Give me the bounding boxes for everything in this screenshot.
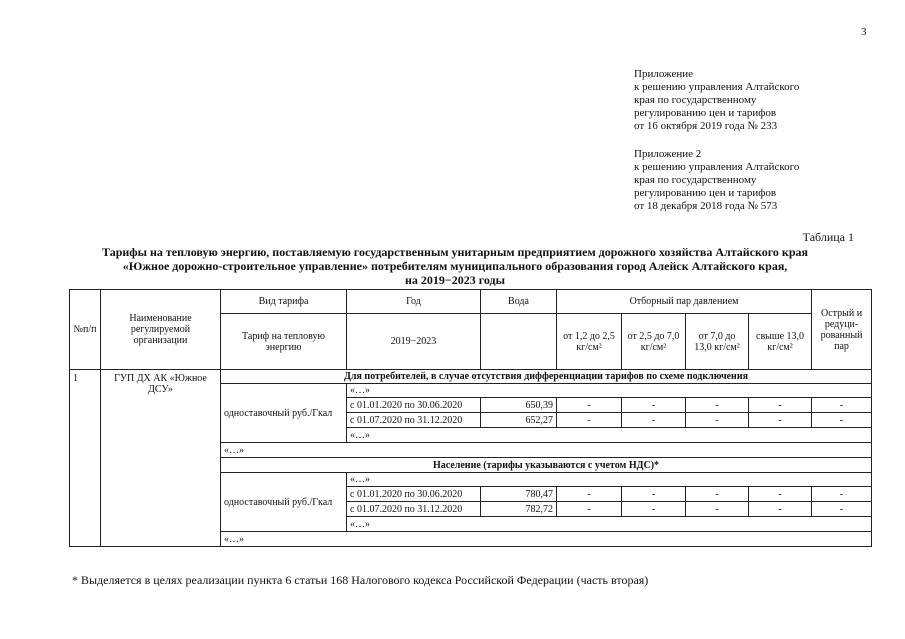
appendix-1-line: Приложение xyxy=(634,68,694,80)
dash-cell: - xyxy=(557,487,622,502)
dash-cell: - xyxy=(749,398,812,413)
dash-cell: - xyxy=(557,398,622,413)
dash-cell: - xyxy=(686,398,749,413)
section-1-title: Для потребителей, в случае отсутствия дифференциации тарифов по схеме подключения xyxy=(221,370,872,384)
title-line: Тарифы на тепловую энергию, поставляемую государственным унитарным предприятием дорожного хозяйства Алтайского края xyxy=(101,245,808,259)
dash-cell: - xyxy=(749,413,812,428)
dash-cell: - xyxy=(622,487,686,502)
section-2-period-1: с 01.01.2020 по 30.06.2020 xyxy=(347,487,481,502)
appendix-1-line: от 16 октября 2019 года № 233 xyxy=(634,120,778,132)
header-tariff-type: Вид тарифа xyxy=(221,290,347,314)
dash-cell: - xyxy=(812,413,872,428)
dash-cell: - xyxy=(812,502,872,517)
section-2-ellipsis: «…» xyxy=(347,473,872,487)
header-year: Год xyxy=(347,290,481,314)
header-steam: Отборный пар давлением xyxy=(557,290,812,314)
appendix-2-line: Приложение 2 xyxy=(634,148,702,160)
section-1-period-2: с 01.07.2020 по 31.12.2020 xyxy=(347,413,481,428)
section-1-water-2: 652,27 xyxy=(481,413,557,428)
dash-cell: - xyxy=(812,398,872,413)
section-2-water-1: 780,47 xyxy=(481,487,557,502)
section-1-ellipsis: «…» xyxy=(347,428,872,443)
dash-cell: - xyxy=(749,502,812,517)
document-title xyxy=(40,245,870,287)
dash-cell: - xyxy=(749,487,812,502)
appendix-2-line: регулированию цен и тарифов xyxy=(634,187,777,199)
appendix-2-line: края по государственному xyxy=(634,174,757,186)
section-1-ellipsis: «…» xyxy=(347,384,872,398)
appendix-2-line: к решению управления Алтайского xyxy=(634,161,800,173)
title-line: на 2019−2023 годы xyxy=(405,273,505,287)
appendix-1-line: регулированию цен и тарифов xyxy=(634,107,777,119)
section-2-tariff-label: одноставочный руб./Гкал xyxy=(221,473,347,532)
section-2-period-2: с 01.07.2020 по 31.12.2020 xyxy=(347,502,481,517)
dash-cell: - xyxy=(622,413,686,428)
appendix-2-block xyxy=(634,148,799,213)
header-sharp-steam: Острый и редуци-рованный пар xyxy=(812,290,872,370)
dash-cell: - xyxy=(622,502,686,517)
section-2-end-ellipsis: «…» xyxy=(221,532,872,547)
header-num: №п/п xyxy=(70,290,101,370)
appendix-1-block xyxy=(634,68,799,133)
dash-cell: - xyxy=(557,502,622,517)
header-pressure-3: от 7,0 до 13,0 кг/см² xyxy=(686,314,749,370)
dash-cell: - xyxy=(686,413,749,428)
header-water-empty xyxy=(481,314,557,370)
section-1-period-1: с 01.01.2020 по 30.06.2020 xyxy=(347,398,481,413)
page-number: 3 xyxy=(861,26,867,38)
dash-cell: - xyxy=(686,502,749,517)
dash-cell: - xyxy=(686,487,749,502)
header-water: Вода xyxy=(481,290,557,314)
header-pressure-1: от 1,2 до 2,5 кг/см² xyxy=(557,314,622,370)
section-1-tariff-label: одноставочный руб./Гкал xyxy=(221,384,347,443)
row-number: 1 xyxy=(70,370,101,547)
appendix-1-line: к решению управления Алтайского xyxy=(634,81,800,93)
dash-cell: - xyxy=(622,398,686,413)
tariff-table xyxy=(69,289,872,547)
header-years: 2019−2023 xyxy=(347,314,481,370)
section-1-water-1: 650,39 xyxy=(481,398,557,413)
appendix-1-line: края по государственному xyxy=(634,94,757,106)
header-tariff-heat: Тариф на тепловую энергию xyxy=(221,314,347,370)
section-2-title: Население (тарифы указываются с учетом НДС)* xyxy=(221,458,872,473)
title-line: «Южное дорожно-строительное управление» потребителям муниципального образования город Алейск Алтайского края, xyxy=(122,259,788,273)
header-pressure-4: свыше 13,0 кг/см² xyxy=(749,314,812,370)
dash-cell: - xyxy=(557,413,622,428)
section-2-water-2: 782,72 xyxy=(481,502,557,517)
section-1-end-ellipsis: «…» xyxy=(221,443,872,458)
table-label: Таблица 1 xyxy=(802,230,854,244)
footnote: * Выделяется в целях реализации пункта 6 статьи 168 Налогового кодекса Российской Федерации (часть вторая) xyxy=(72,573,649,587)
header-pressure-2: от 2,5 до 7,0 кг/см² xyxy=(622,314,686,370)
dash-cell: - xyxy=(812,487,872,502)
header-org: Наименование регулируемой организации xyxy=(101,290,221,370)
org-name: ГУП ДХ АК «Южное ДСУ» xyxy=(101,370,221,547)
appendix-2-line: от 18 декабря 2018 года № 573 xyxy=(634,200,778,212)
section-2-ellipsis: «…» xyxy=(347,517,872,532)
